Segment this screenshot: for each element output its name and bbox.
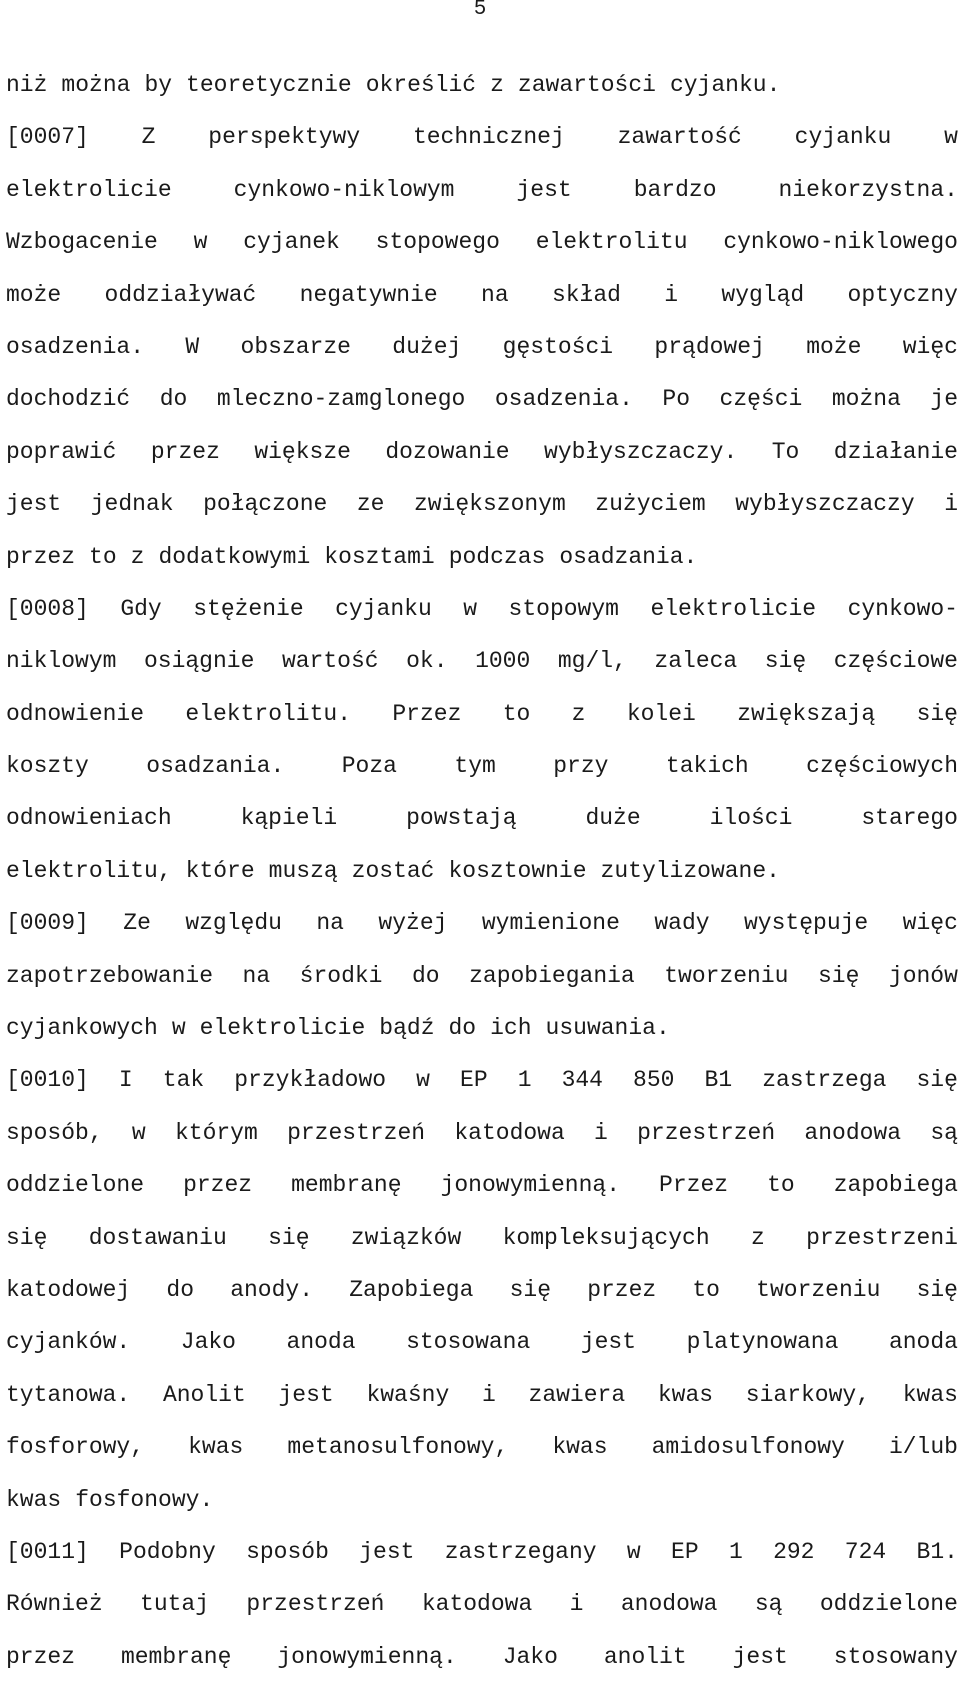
word: kwas (902, 1381, 958, 1408)
word: się (268, 1224, 310, 1251)
word: kwas (552, 1434, 608, 1461)
word: Ze (123, 910, 151, 937)
word: koszty (6, 753, 89, 780)
word: EP (671, 1538, 699, 1565)
text-line (6, 1264, 958, 1316)
word: by (144, 72, 173, 98)
word: przykładowo (234, 1067, 387, 1094)
word: Z (141, 124, 156, 151)
word: kwas (6, 1486, 62, 1513)
word: z (750, 1224, 765, 1251)
word: poprawić (6, 438, 117, 465)
word: części (719, 386, 803, 413)
word: Gdy (120, 595, 162, 622)
word: jest (6, 491, 62, 518)
word: dochodzić (6, 386, 131, 413)
word: kwas (657, 1381, 714, 1408)
word: większe (254, 438, 351, 465)
word: zapotrzebowanie (6, 962, 214, 989)
word: technicznej (412, 124, 565, 151)
word: tworzeniu (756, 1276, 881, 1303)
word: na (481, 281, 509, 308)
word: membranę (291, 1172, 402, 1199)
word: wybłyszczaczy (735, 491, 915, 518)
word: fosforowy, (6, 1434, 145, 1461)
text-line (6, 1631, 958, 1683)
word: katodowej (6, 1276, 131, 1303)
text-line (6, 1474, 958, 1526)
text-line (6, 59, 958, 111)
word: cynkowo-niklowym (233, 176, 455, 203)
word: zastrzegany (444, 1538, 597, 1565)
word: tak (162, 1067, 205, 1094)
word: W (185, 333, 200, 360)
word: przestrzeń (287, 1119, 426, 1146)
word: odnowienie (6, 700, 145, 727)
text-line (6, 1369, 958, 1421)
word: perspektywy (208, 124, 361, 151)
word: zużyciem (595, 491, 706, 518)
word: dostawaniu (88, 1224, 227, 1251)
text-line (6, 373, 958, 425)
word: osadzenia. (494, 386, 633, 413)
word: prądowej (654, 333, 765, 360)
word: kwas (188, 1434, 244, 1461)
word: stopowego (375, 229, 500, 256)
word: stosowana (406, 1329, 531, 1356)
word: się (916, 1276, 958, 1303)
word: 1 (728, 1538, 743, 1565)
word: do (159, 386, 188, 413)
word: ok. (406, 648, 448, 675)
word: połączone (203, 491, 328, 518)
word: anoda (286, 1329, 356, 1356)
word: Jako (180, 1329, 236, 1356)
word: może (806, 333, 862, 360)
word: mg/l, (557, 648, 627, 675)
word: środki (299, 962, 383, 989)
word: EP (460, 1067, 488, 1094)
word: kwaśny (366, 1381, 450, 1408)
word: zwiększonym (413, 491, 566, 518)
word: anolit (603, 1643, 687, 1670)
text-line (6, 269, 958, 321)
word: w (626, 1538, 641, 1565)
word: osadzenia. (6, 333, 145, 360)
word: osadzania. (146, 753, 285, 780)
word: 344 (561, 1067, 603, 1094)
word: którym (174, 1119, 258, 1146)
word: przez (6, 543, 76, 570)
word: takich (665, 753, 749, 780)
word: jonowymienną. (440, 1172, 620, 1199)
word: cynkowo-niklowego (723, 229, 958, 256)
word: dozowanie (385, 438, 510, 465)
word: są (754, 1591, 783, 1618)
word: więc (902, 333, 958, 360)
word: cyjanek (243, 229, 340, 256)
word: cyjanku (794, 124, 892, 151)
text-line (6, 845, 958, 897)
word: w (944, 124, 958, 151)
word: cyjanku (335, 595, 432, 622)
word: można (61, 72, 131, 98)
word: zawartości (517, 72, 656, 98)
word: w (463, 595, 478, 622)
word: skład (551, 281, 621, 308)
text-line (6, 1107, 958, 1159)
word: są (930, 1119, 958, 1146)
word: anodowa (620, 1591, 718, 1618)
text-line (6, 1578, 958, 1630)
word: Poza (341, 753, 397, 780)
word: jest (278, 1381, 334, 1408)
word: Anolit (162, 1381, 246, 1408)
word: Również (6, 1591, 103, 1618)
word: niklowym (6, 648, 117, 675)
word: i (594, 1119, 608, 1146)
word: stosowany (833, 1643, 958, 1670)
word: optyczny (847, 281, 958, 308)
text-line (6, 111, 958, 163)
word: gęstości (502, 333, 614, 360)
word: oddziaływać (104, 281, 257, 308)
word: elektrolitu (535, 229, 688, 256)
word: z (490, 72, 504, 98)
word: 1 (517, 1067, 532, 1094)
word: do (411, 962, 440, 989)
word: stężenie (193, 595, 304, 622)
text-line (6, 426, 958, 478)
word: cyjankowych (6, 1015, 158, 1042)
word: Podobny (119, 1538, 216, 1565)
word: anody. (230, 1276, 314, 1303)
word: [0007] (6, 124, 89, 151)
word: to (502, 700, 531, 727)
text-line (6, 635, 958, 687)
text-line (6, 792, 958, 844)
word: jednak (90, 491, 174, 518)
word: 724 (844, 1538, 887, 1565)
word: tworzeniu (664, 962, 789, 989)
word: osadzania. (559, 543, 698, 570)
word: dodatkowymi (158, 543, 311, 570)
word: i (944, 491, 958, 518)
word: z (130, 543, 145, 570)
word: metanosulfonowy, (287, 1434, 509, 1461)
word: przez (587, 1276, 657, 1303)
word: To (771, 438, 800, 465)
word: niż (6, 72, 48, 98)
word: występuje (744, 910, 869, 937)
word: anoda (888, 1329, 958, 1356)
word: przez (6, 1643, 76, 1670)
word: przy (553, 753, 609, 780)
word: przestrzeń (637, 1119, 776, 1146)
word: niekorzystna. (778, 176, 958, 203)
word: elektrolicie (199, 1015, 366, 1042)
word: z (571, 700, 586, 727)
word: częściowych (806, 753, 958, 780)
word: stopowym (508, 595, 619, 622)
word: B1. (916, 1538, 958, 1565)
word: kosztownie (448, 857, 587, 884)
word: membranę (120, 1643, 232, 1670)
word: [0008] (6, 595, 89, 622)
word: zwiększają (737, 700, 876, 727)
word: kompleksujących (502, 1224, 710, 1251)
word: je (930, 386, 958, 413)
word: wymienione (481, 910, 620, 937)
text-line (6, 1526, 958, 1578)
word: wygląd (721, 281, 805, 308)
word: bardzo (633, 176, 717, 203)
word: jest (580, 1329, 637, 1356)
word: wybłyszczaczy. (544, 438, 738, 465)
word: zawartość (617, 124, 742, 151)
word: na (316, 910, 344, 937)
word: określić (365, 72, 477, 98)
page-number: 5 (473, 0, 487, 21)
text-line (6, 740, 958, 792)
word: 850 (633, 1067, 675, 1094)
word: wady (654, 910, 710, 937)
word: mleczno-zamglonego (216, 386, 466, 413)
word: Zapobiega (349, 1276, 474, 1303)
word: kolei (626, 700, 696, 727)
word: zapobiegania (469, 962, 635, 989)
word: związków (350, 1224, 462, 1251)
word: [0010] (6, 1067, 89, 1094)
word: Przez (392, 700, 462, 727)
word: katodowa (421, 1591, 533, 1618)
word: I (118, 1067, 133, 1094)
word: kosztami (324, 543, 435, 570)
word: anodowa (804, 1119, 902, 1146)
word: siarkowy, (745, 1381, 871, 1408)
word: może (6, 281, 62, 308)
text-line (6, 164, 958, 216)
word: jonów (888, 962, 958, 989)
word: to (767, 1172, 795, 1199)
word: [0009] (6, 910, 89, 937)
word: przestrzeni (806, 1224, 958, 1251)
word: Wzbogacenie (6, 229, 158, 256)
word: częściowe (833, 648, 958, 675)
word: zapobiega (833, 1172, 958, 1199)
word: oddzielone (819, 1591, 958, 1618)
word: ich (490, 1015, 532, 1042)
word: jest (732, 1643, 788, 1670)
word: osiągnie (143, 648, 255, 675)
text-line (6, 478, 958, 530)
word: w (171, 1015, 186, 1042)
word: katodowa (454, 1119, 565, 1146)
word: zutylizowane. (600, 857, 780, 884)
word: usuwania. (545, 1015, 670, 1042)
word: sposób (246, 1538, 329, 1565)
word: cyjanku. (669, 72, 781, 98)
word: i/lub (888, 1434, 958, 1461)
word: oddzielone (6, 1172, 145, 1199)
word: się (509, 1276, 552, 1303)
word: amidosulfonowy (651, 1434, 845, 1461)
word: działanie (833, 438, 958, 465)
word: negatywnie (299, 281, 438, 308)
word: i (481, 1381, 496, 1408)
word: teoretycznie (186, 72, 352, 98)
word: duże (585, 805, 641, 832)
word: tytanowa. (6, 1381, 131, 1408)
text-line (6, 688, 958, 740)
text-line (6, 897, 958, 949)
word: kąpieli (240, 805, 338, 832)
word: przez (183, 1172, 253, 1199)
word: tutaj (140, 1591, 210, 1618)
text-line (6, 1002, 958, 1054)
text-line (6, 1316, 958, 1368)
text-line (6, 531, 958, 583)
word: ilości (709, 805, 793, 832)
word: które (185, 857, 255, 884)
word: więc (902, 910, 958, 937)
word: się (764, 648, 807, 675)
text-line (6, 950, 958, 1002)
word: muszą (268, 857, 338, 884)
word: bądź (379, 1015, 435, 1042)
word: dużej (392, 333, 462, 360)
word: [0011] (6, 1538, 89, 1565)
word: jest (359, 1538, 415, 1565)
word: to (692, 1276, 720, 1303)
word: sposób, (6, 1119, 103, 1146)
word: Jako (502, 1643, 558, 1670)
word: można (831, 386, 901, 413)
word: jest (516, 176, 572, 203)
word: Po (662, 386, 690, 413)
word: elektrolitu. (185, 700, 352, 727)
word: się (916, 1067, 958, 1094)
text-line (6, 321, 958, 373)
word: podczas (448, 543, 546, 570)
word: wyżej (378, 910, 448, 937)
word: się (6, 1224, 48, 1251)
word: starego (861, 805, 958, 832)
word: jonowymienną. (277, 1643, 457, 1670)
word: przez (150, 438, 220, 465)
word: powstają (406, 805, 517, 832)
word: platynowana (686, 1329, 839, 1356)
word: Przez (659, 1172, 729, 1199)
word: elektrolicie (650, 595, 817, 622)
word: B1 (704, 1067, 733, 1094)
word: fosfonowy. (75, 1486, 214, 1513)
document-body (6, 59, 958, 1683)
word: 292 (773, 1538, 815, 1565)
word: i (664, 281, 679, 308)
word: zastrzega (762, 1067, 887, 1094)
word: obszarze (240, 333, 351, 360)
text-line (6, 216, 958, 268)
word: zostać (351, 857, 435, 884)
word: odnowieniach (6, 805, 172, 832)
text-line (6, 1421, 958, 1473)
word: wartość (281, 648, 379, 675)
word: do (448, 1015, 477, 1042)
word: w (131, 1119, 146, 1146)
word: ze (356, 491, 385, 518)
word: w (193, 229, 208, 256)
word: elektrolitu, (6, 857, 172, 884)
word: do (166, 1276, 195, 1303)
word: zawiera (528, 1381, 626, 1408)
word: to (89, 543, 117, 570)
word: w (416, 1067, 430, 1094)
word: 1000 (475, 648, 531, 675)
text-line (6, 583, 958, 635)
text-line (6, 1054, 958, 1106)
word: elektrolicie (6, 176, 172, 203)
text-line (6, 1212, 958, 1264)
word: się (916, 700, 958, 727)
word: na (242, 962, 271, 989)
word: cynkowo- (847, 595, 958, 622)
word: cyjanków. (6, 1329, 131, 1356)
word: i (569, 1591, 584, 1618)
word: tym (454, 753, 496, 780)
text-line (6, 1159, 958, 1211)
word: przestrzeń (246, 1591, 385, 1618)
word: się (817, 962, 860, 989)
word: zaleca (654, 648, 738, 675)
word: względu (185, 910, 282, 937)
